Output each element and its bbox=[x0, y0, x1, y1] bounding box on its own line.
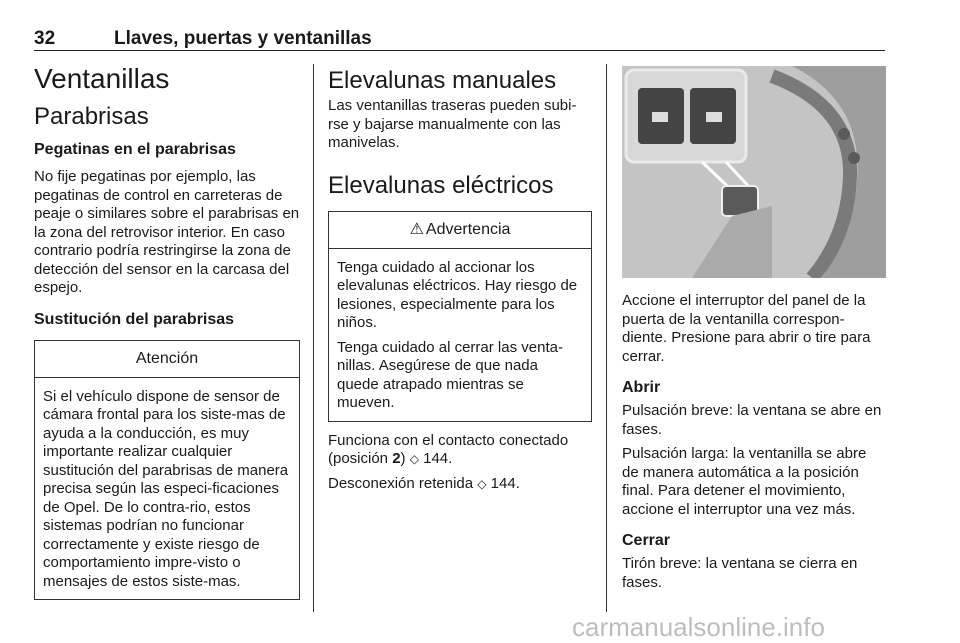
window-switch-illustration bbox=[622, 66, 886, 278]
heading-open: Abrir bbox=[622, 379, 661, 396]
caution-text: Si el vehículo dispone de sensor de cámara frontal para los siste-mas de ayuda a la conducción, es muy importante realizar cualquier sustitución del parabrisas de manera precisa según las especi-ficaciones de Opel. De lo contra-rio, estos sistemas podrían no funcionar correctamente y existe riesgo de comportamiento impre-visto o mensajes de estos siste-mas. bbox=[43, 387, 289, 590]
paragraph-manual-windows: Las ventanillas traseras pueden subi-rse y bajarse manualmente con las manivelas. bbox=[328, 97, 577, 151]
warning-triangle-icon: ⚠ bbox=[409, 220, 424, 238]
warning-paragraph-2: Tenga cuidado al cerrar las venta-nillas. Asegúrese de que nada quede atrapado mientras se mueven. bbox=[337, 338, 563, 411]
paragraph-stickers: No fije pegatinas por ejemplo, las pegatinas de control en carreteras de peaje o similares sobre el parabrisas en la zona del retrovisor interior. En caso contrario podría restringirse la zona de detección del sensor en la carcasa del espejo. bbox=[34, 168, 300, 296]
page-reference-link[interactable]: 144. bbox=[418, 450, 453, 467]
caution-box bbox=[34, 340, 300, 601]
page-reference-icon: ◇ bbox=[409, 452, 419, 466]
paragraph-open-short: Pulsación breve: la ventana se abre en fases. bbox=[622, 402, 882, 438]
heading-close: Cerrar bbox=[622, 532, 671, 549]
page-number: 32 bbox=[34, 28, 56, 49]
warning-paragraph-1: Tenga cuidado al accionar los elevalunas eléctricos. Hay riesgo de lesiones, especialmente para los niños. bbox=[337, 258, 578, 331]
page-header bbox=[34, 28, 885, 51]
heading-manual-windows: Elevalunas manuales bbox=[328, 67, 557, 94]
window-switch-photo bbox=[622, 66, 886, 278]
column-divider-1 bbox=[313, 64, 314, 612]
watermark: carmanualsonline.info bbox=[572, 612, 825, 642]
chapter-title: Llaves, puertas y ventanillas bbox=[114, 28, 372, 49]
heading-windshield-replacement: Sustitución del parabrisas bbox=[34, 310, 235, 328]
page-reference-icon: ◇ bbox=[477, 476, 487, 491]
paragraph-open-long: Pulsación larga: la ventanilla se abre de manera automática a la posición final. Para detener el movimiento, accione el interruptor una vez más. bbox=[622, 445, 867, 518]
heading-electric-windows: Elevalunas eléctricos bbox=[328, 171, 554, 199]
page-reference-link[interactable]: 144. bbox=[486, 474, 520, 492]
heading-stickers: Pegatinas en el parabrisas bbox=[34, 141, 236, 158]
paragraph-close-short: Tirón breve: la ventana se cierra en fases. bbox=[622, 555, 858, 591]
warning-title: Advertencia bbox=[425, 220, 511, 238]
column-left bbox=[34, 60, 300, 600]
column-right bbox=[622, 60, 886, 592]
warning-header bbox=[329, 212, 591, 249]
caution-title: Atención bbox=[35, 341, 299, 378]
subsection-heading-parabrisas: Parabrisas bbox=[34, 103, 149, 130]
warning-box bbox=[328, 211, 592, 422]
section-heading-ventanillas: Ventanillas bbox=[34, 63, 170, 94]
column-divider-2 bbox=[606, 64, 607, 612]
paragraph-operate-switch: Accione el interruptor del panel de la puerta de la ventanilla correspon-diente. Presione para abrir o tire para cerrar. bbox=[622, 292, 871, 365]
column-middle bbox=[328, 60, 592, 493]
paragraph-ignition: Funciona con el contacto conectado (posición 2) ◇ 144. bbox=[328, 431, 569, 467]
paragraph-retained-power: Desconexión retenida ◇ 144. bbox=[328, 474, 520, 492]
